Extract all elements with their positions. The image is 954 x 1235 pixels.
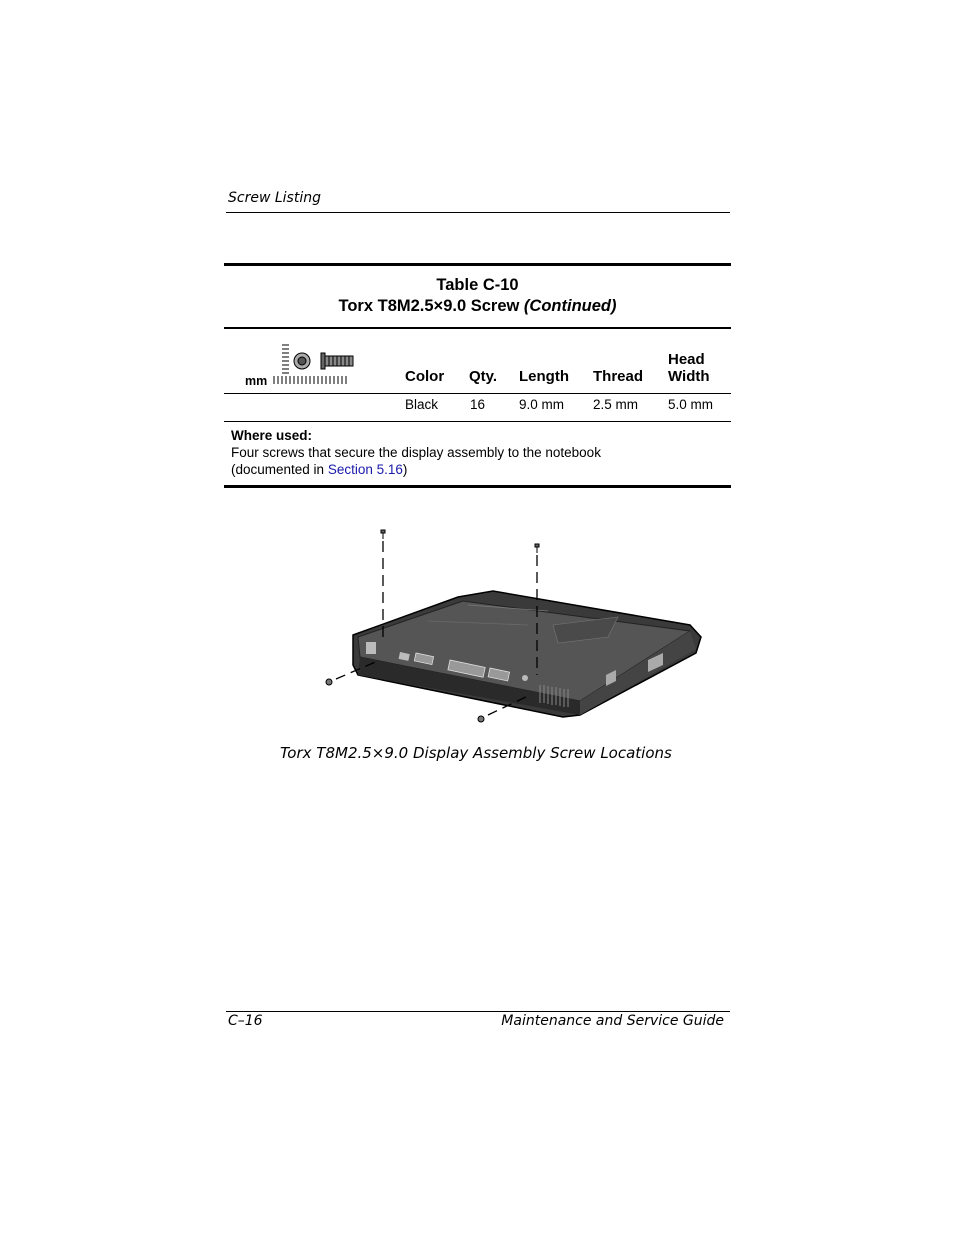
- cell-length: 9.0 mm: [519, 397, 565, 412]
- notebook-screw-illustration: [318, 525, 708, 730]
- cell-qty: 16: [470, 397, 486, 412]
- scale-unit-label: mm: [245, 374, 268, 387]
- cell-thread: 2.5 mm: [593, 397, 639, 412]
- figure-caption: Torx T8M2.5×9.0 Display Assembly Screw Locations: [280, 744, 672, 762]
- screw-scale-illustration: [244, 339, 354, 387]
- screw-table: [224, 263, 731, 488]
- page-number: C–16: [228, 1013, 263, 1029]
- footer-title: Maintenance and Service Guide: [501, 1013, 724, 1029]
- cell-color: Black: [405, 397, 439, 412]
- column-length: Length: [519, 368, 569, 385]
- header-rule: [226, 212, 730, 213]
- where-used-text: Four screws that secure the display assembly to the notebook: [231, 445, 601, 460]
- continued-label: (Continued): [523, 297, 617, 315]
- column-color: Color: [405, 368, 445, 385]
- cell-head-width: 5.0 mm: [668, 397, 714, 412]
- running-header: Screw Listing: [228, 190, 321, 206]
- table-bottom-rule: [224, 485, 731, 488]
- where-used-title: Where used:: [231, 428, 313, 443]
- table-caption: [224, 266, 731, 327]
- table-title: Torx T8M2.5×9.0 Screw (Continued): [338, 297, 617, 315]
- column-thread: Thread: [593, 368, 644, 385]
- where-used-block: [224, 422, 731, 485]
- where-used-reference: (documented in Section 5.16): [231, 462, 408, 477]
- table-number: Table C-10: [436, 276, 519, 294]
- section-link[interactable]: Section 5.16: [327, 462, 403, 477]
- table-header-row: [224, 329, 731, 393]
- column-head-width: Head Width: [668, 351, 710, 385]
- table-row: [224, 394, 731, 421]
- column-qty: Qty.: [469, 368, 498, 385]
- footer-rule: [226, 1011, 730, 1012]
